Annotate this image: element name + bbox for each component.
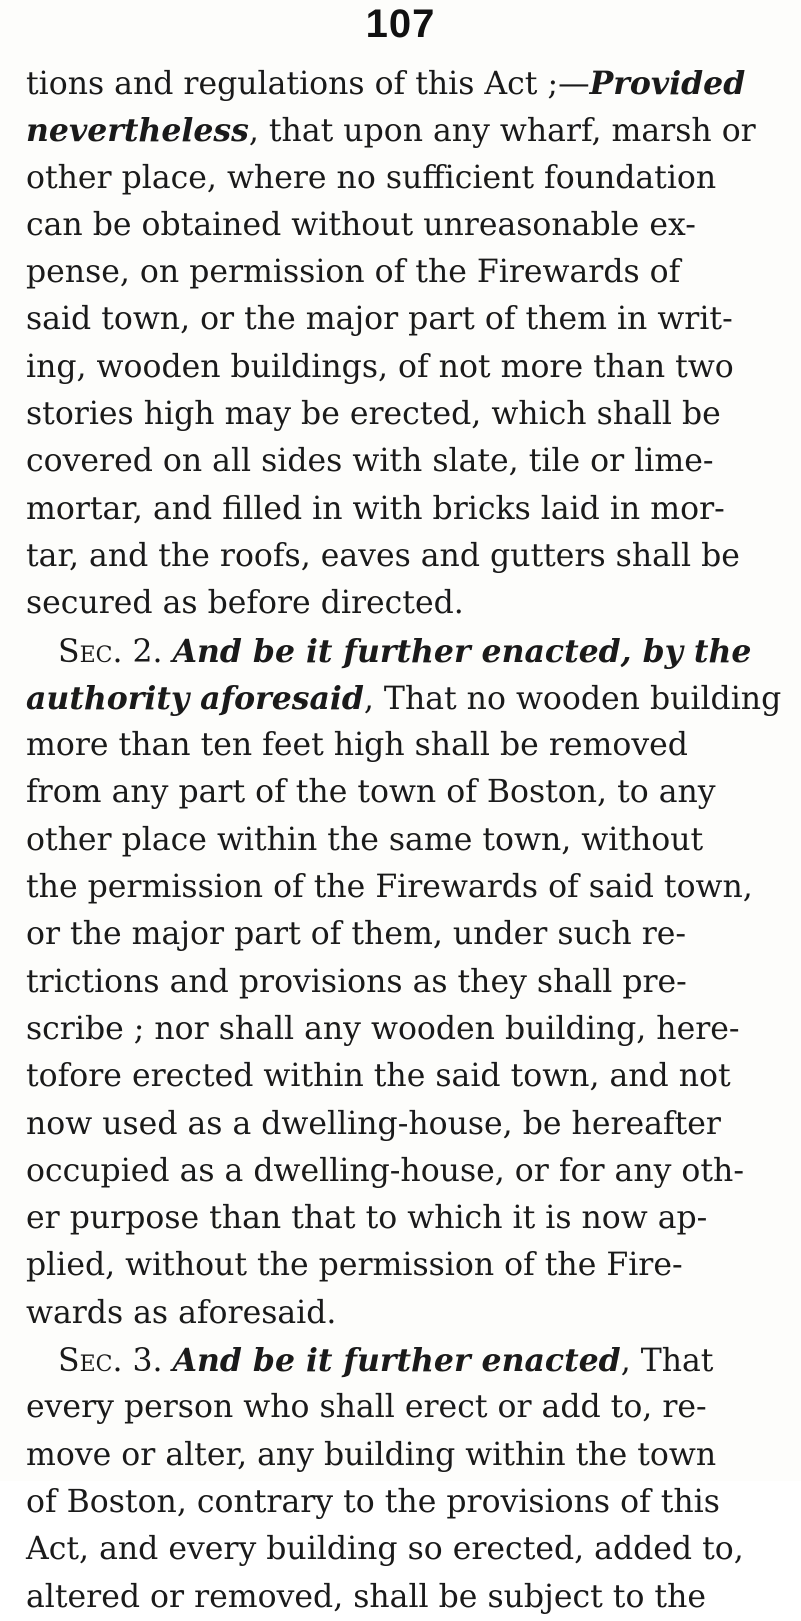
text-line	[26, 1479, 786, 1526]
italic-text: Provided	[589, 65, 746, 102]
text-segment: pense, on permission of the Firewards of	[26, 254, 681, 291]
text-line	[26, 1101, 786, 1148]
text-segment: the permission of the Firewards of said town,	[26, 869, 753, 906]
text-line	[26, 580, 786, 627]
text-segment: tar, and the roofs, eaves and gutters shall be	[26, 537, 740, 574]
text-segment: tions and regulations of this Act ;—	[26, 66, 590, 102]
text-segment: move or alter, any building within the town	[26, 1436, 717, 1473]
text-segment: er purpose than that to which it is now ap-	[26, 1200, 708, 1237]
text-line	[26, 438, 786, 485]
text-line	[26, 1337, 786, 1384]
text-segment: scribe ; nor shall any wooden building, here-	[26, 1010, 740, 1047]
text-segment: tofore erected within the said town, and not	[26, 1058, 731, 1095]
section-label: Sec. 3.	[58, 1343, 163, 1380]
text-segment: more than ten feet high shall be removed	[26, 727, 688, 764]
text-line	[26, 769, 786, 816]
text-line	[26, 155, 786, 202]
text-line	[26, 391, 786, 438]
text-segment: , That no wooden building	[363, 680, 782, 717]
text-segment: plied, without the permission of the Fire-	[26, 1247, 683, 1284]
page-number: 107	[365, 2, 436, 46]
text-line	[26, 1006, 786, 1053]
text-line	[26, 959, 786, 1006]
text-line	[26, 296, 786, 343]
text-segment: from any part of the town of Boston, to any	[26, 774, 716, 811]
text-line	[26, 344, 786, 391]
text-line	[26, 249, 786, 296]
text-segment: , That	[620, 1343, 714, 1380]
text-segment: , that upon any wharf, marsh or	[248, 113, 756, 150]
text-line	[26, 817, 786, 864]
text-segment: secured as before directed.	[26, 585, 464, 622]
text-segment: other place, where no sufficient foundation	[26, 159, 717, 196]
text-line	[26, 533, 786, 580]
text-segment: other place within the same town, without	[26, 821, 704, 858]
text-segment: or the major part of them, under such re-	[26, 916, 687, 953]
text-segment: wards as aforesaid.	[26, 1294, 337, 1331]
text-segment: now used as a dwelling-house, be hereafter	[26, 1105, 721, 1142]
text-line	[26, 202, 786, 249]
text-line	[26, 675, 786, 722]
text-line	[26, 1526, 786, 1573]
text-segment: ing, wooden buildings, of not more than two	[26, 348, 734, 385]
text-segment: of Boston, contrary to the provisions of this	[26, 1483, 720, 1520]
text-line	[26, 1148, 786, 1195]
text-segment: every person who shall erect or add to, re-	[26, 1389, 707, 1426]
text-line	[26, 486, 786, 533]
text-line	[26, 107, 786, 154]
text-segment: said town, or the major part of them in writ-	[26, 301, 733, 338]
text-segment: occupied as a dwelling-house, or for any oth-	[26, 1152, 744, 1189]
italic-text: authority aforesaid	[26, 679, 364, 717]
text-segment: mortar, and filled in with bricks laid in mor-	[26, 490, 725, 527]
text-line	[26, 722, 786, 769]
text-line	[26, 1242, 786, 1289]
italic-text: And be it further enacted	[172, 1342, 621, 1380]
text-segment: stories high may be erected, which shall be	[26, 396, 721, 433]
text-segment: covered on all sides with slate, tile or lime-	[26, 443, 714, 480]
text-segment: altered or removed, shall be subject to the	[26, 1578, 707, 1615]
text-segment	[163, 634, 173, 670]
section-label: Sec. 2.	[58, 633, 163, 670]
italic-text: nevertheless	[26, 112, 249, 150]
text-segment	[163, 1343, 173, 1379]
text-line	[26, 628, 786, 675]
text-line	[26, 911, 786, 958]
text-line	[26, 1195, 786, 1242]
text-line	[26, 1290, 786, 1337]
text-line	[26, 1384, 786, 1431]
body-text	[26, 60, 786, 1621]
text-line	[26, 864, 786, 911]
italic-text: And be it further enacted, by the	[172, 632, 752, 670]
text-line	[26, 1574, 786, 1621]
text-line	[26, 1053, 786, 1100]
text-segment: can be obtained without unreasonable ex-	[26, 206, 696, 243]
text-line	[26, 60, 786, 107]
text-segment: Act, and every building so erected, added to,	[26, 1531, 744, 1568]
text-segment: trictions and provisions as they shall pre-	[26, 963, 687, 1000]
text-line	[26, 1432, 786, 1479]
